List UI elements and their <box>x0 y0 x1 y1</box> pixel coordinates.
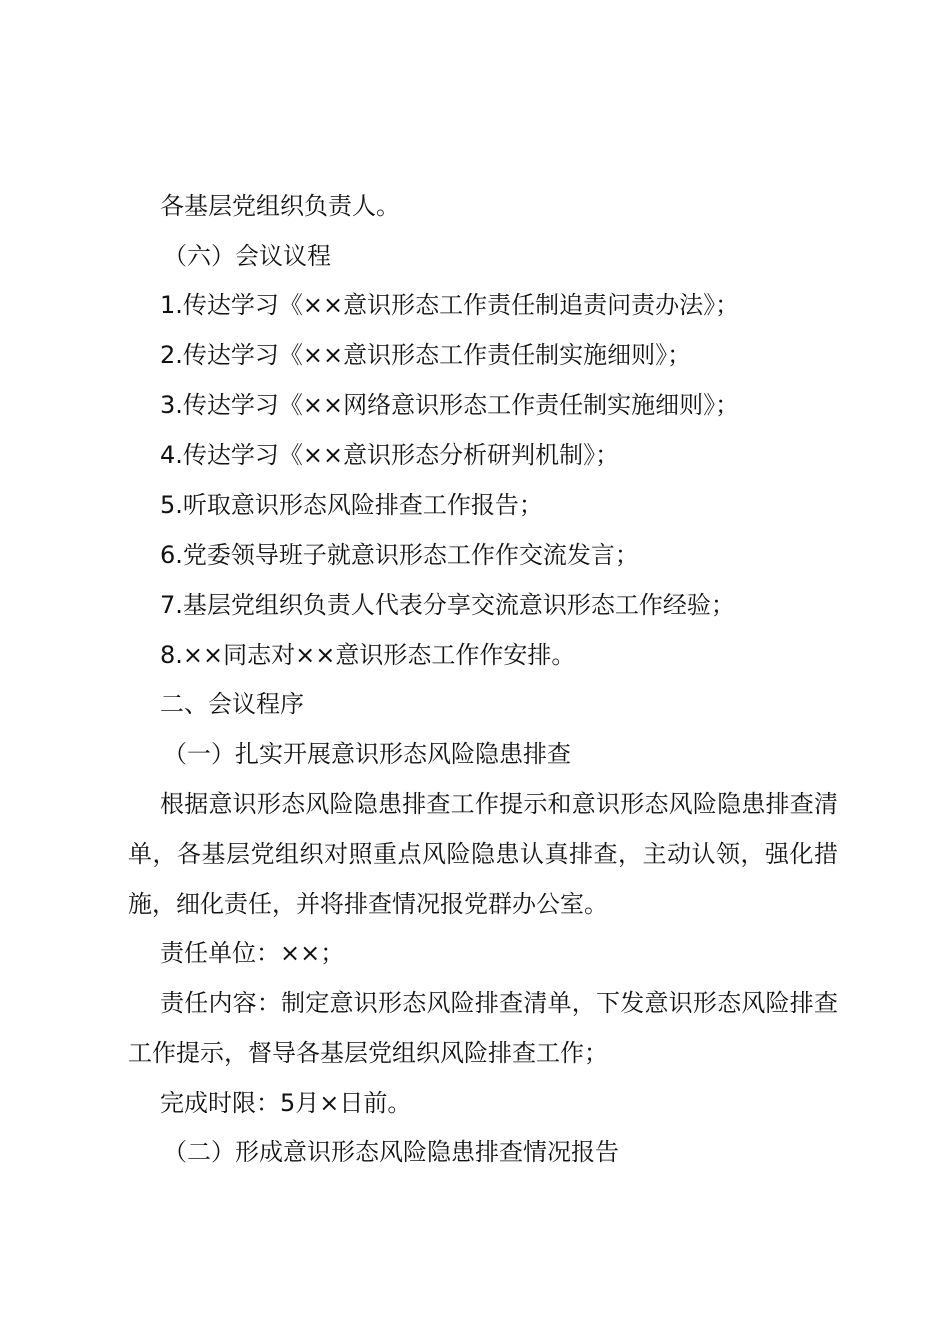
paragraph-line-1: 根据意识形态风险隐患排查工作提示和意识形态风险隐患排查清 <box>160 790 838 818</box>
paragraph-line-3: 施，细化责任，并将排查情况报党群办公室。 <box>128 890 608 918</box>
section-heading-procedure: 二、会议程序 <box>160 690 304 718</box>
paragraph-line-2: 单，各基层党组织对照重点风险隐患认真排查，主动认领，强化措 <box>128 840 838 868</box>
responsibility-content-line-1: 责任内容：制定意识形态风险排查清单，下发意识形态风险排查 <box>160 989 838 1017</box>
agenda-item-8: 8.××同志对××意识形态工作作安排。 <box>160 641 576 669</box>
deadline: 完成时限：5月×日前。 <box>160 1089 412 1117</box>
agenda-item-2: 2.传达学习《××意识形态工作责任制实施细则》； <box>160 341 692 369</box>
subsection-heading-1: （一）扎实开展意识形态风险隐患排查 <box>163 740 571 768</box>
responsibility-content-line-2: 工作提示，督导各基层党组织风险排查工作； <box>128 1039 608 1067</box>
agenda-item-7: 7.基层党组织负责人代表分享交流意识形态工作经验； <box>160 591 735 619</box>
agenda-item-3: 3.传达学习《××网络意识形态工作责任制实施细则》； <box>160 391 740 419</box>
agenda-item-4: 4.传达学习《××意识形态分析研判机制》； <box>160 441 620 469</box>
subsection-heading-2: （二）形成意识形态风险隐患排查情况报告 <box>163 1138 619 1166</box>
agenda-item-1: 1.传达学习《××意识形态工作责任制追责问责办法》； <box>160 291 740 319</box>
text-line-attendees: 各基层党组织负责人。 <box>160 192 400 220</box>
section-heading-agenda: （六）会议议程 <box>163 242 331 270</box>
responsible-unit: 责任单位：××； <box>160 939 345 967</box>
agenda-item-6: 6.党委领导班子就意识形态工作作交流发言； <box>160 541 639 569</box>
agenda-item-5: 5.听取意识形态风险排查工作报告； <box>160 491 543 519</box>
